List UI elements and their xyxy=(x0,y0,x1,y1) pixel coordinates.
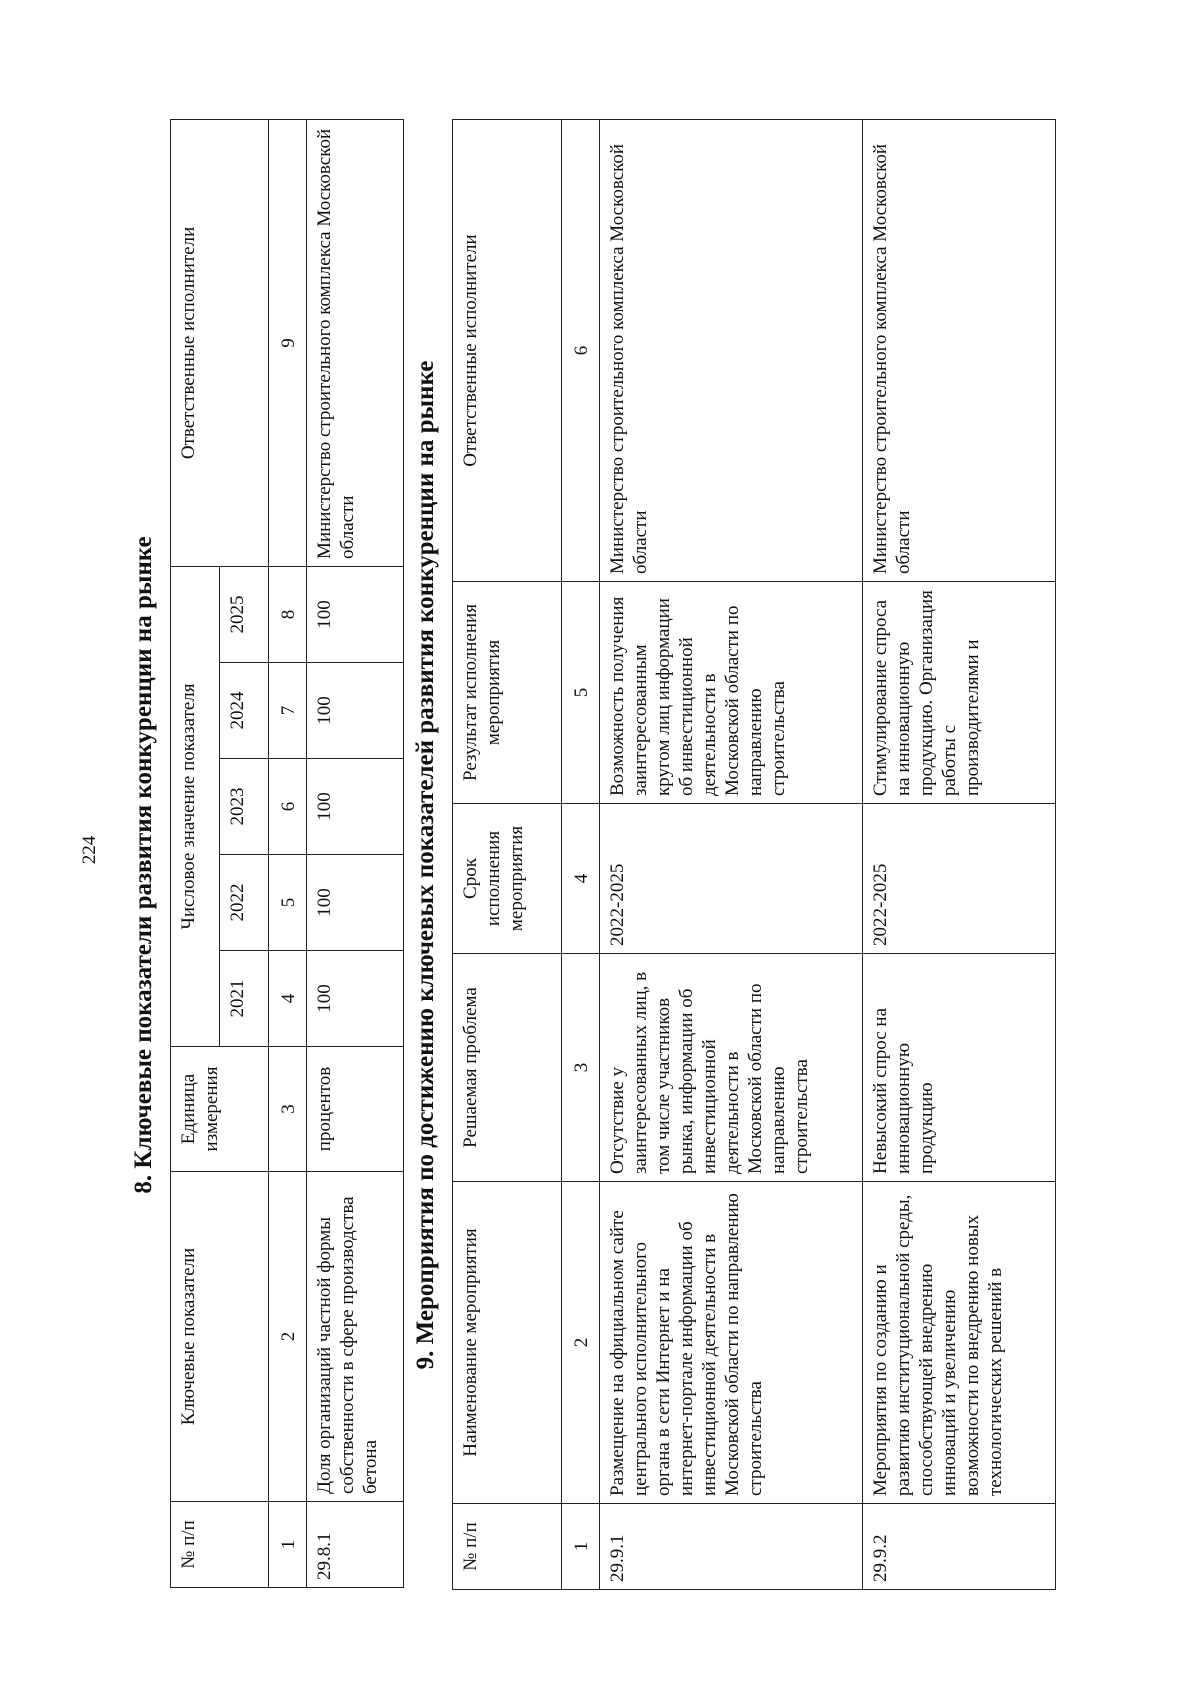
column-number: 1 xyxy=(562,1504,600,1590)
header-name: Наименование мероприятия xyxy=(453,1182,562,1504)
row-number: 29.9.1 xyxy=(600,1504,863,1590)
header-no: № п/п xyxy=(171,1502,269,1588)
header-year: 2025 xyxy=(220,566,269,662)
column-number: 9 xyxy=(269,119,307,566)
column-number: 8 xyxy=(269,566,307,662)
column-number: 1 xyxy=(269,1502,307,1588)
responsible: Министерство строительного комплекса Московской области xyxy=(863,120,1056,582)
header-numeric-value: Числовое значение показателя xyxy=(171,566,220,1046)
page-number: 224 xyxy=(79,835,100,865)
result: Возможность получения заинтересованным кругом лиц информации об инвестиционной деятельности в Московской области по направлению строительства xyxy=(600,582,863,804)
indicator-name: Доля организаций частной формы собственности в сфере производства бетона xyxy=(307,1172,404,1502)
header-result: Результат исполнения мероприятия xyxy=(453,582,562,804)
measure-name: Размещение на официальном сайте центрального исполнительного органа в сети Интернет и на интернет-портале информации об инвестиционной деятельности в Московской области по направлению строительства xyxy=(600,1182,863,1504)
value-2022: 100 xyxy=(307,855,404,951)
header-year: 2023 xyxy=(220,759,269,855)
key-indicators-table xyxy=(170,119,404,1588)
column-number: 4 xyxy=(269,951,307,1047)
column-number: 4 xyxy=(562,804,600,954)
column-number: 6 xyxy=(562,120,600,582)
section-8 xyxy=(118,100,404,1630)
header-responsible: Ответственные исполнители xyxy=(171,119,269,566)
header-responsible: Ответственные исполнители xyxy=(453,120,562,582)
column-number: 5 xyxy=(269,855,307,951)
table-row xyxy=(600,120,863,1590)
column-number: 5 xyxy=(562,582,600,804)
responsible: Министерство строительного комплекса Московской области xyxy=(307,119,404,566)
row-number: 29.8.1 xyxy=(307,1502,404,1588)
header-no: № п/п xyxy=(453,1504,562,1590)
problem: Невысокий спрос на инновационную продукцию xyxy=(863,954,1056,1182)
value-2024: 100 xyxy=(307,663,404,759)
header-unit: Единица измерения xyxy=(171,1047,269,1172)
header-year: 2024 xyxy=(220,663,269,759)
term: 2022-2025 xyxy=(863,804,1056,954)
header-year: 2022 xyxy=(220,855,269,951)
header-problem: Решаемая проблема xyxy=(453,954,562,1182)
column-number: 3 xyxy=(269,1047,307,1172)
table-header-row xyxy=(453,120,562,1590)
unit: процентов xyxy=(307,1047,404,1172)
header-year: 2021 xyxy=(220,951,269,1047)
measures-table xyxy=(452,119,1056,1590)
section-8-title: 8. Ключевые показатели развития конкуренции на рынке xyxy=(130,536,157,1194)
section-9 xyxy=(400,100,1056,1630)
column-number: 2 xyxy=(269,1172,307,1502)
section-9-title: 9. Мероприятия по достижению ключевых показателей развития конкуренции на рынке xyxy=(412,360,439,1370)
measure-name: Мероприятия по созданию и развитию институциональной среды, способствующей внедрению инноваций и увеличению возможности по внедрению новых технологических решений в xyxy=(863,1182,1056,1504)
column-number: 3 xyxy=(562,954,600,1182)
column-number-row xyxy=(269,119,307,1587)
value-2021: 100 xyxy=(307,951,404,1047)
term: 2022-2025 xyxy=(600,804,863,954)
problem: Отсутствие у заинтересованных лиц, в том числе участников рынка, информации об инвестиционной деятельности в Московской области по направлению строительства xyxy=(600,954,863,1182)
column-number: 2 xyxy=(562,1182,600,1504)
table-row xyxy=(863,120,1056,1590)
table-row xyxy=(307,119,404,1587)
responsible: Министерство строительного комплекса Московской области xyxy=(600,120,863,582)
table-header-row xyxy=(171,119,220,1587)
row-number: 29.9.2 xyxy=(863,1504,1056,1590)
column-number: 6 xyxy=(269,759,307,855)
column-number: 7 xyxy=(269,663,307,759)
result: Стимулирование спроса на инновационную продукцию. Организация работы с производителями и xyxy=(863,582,1056,804)
value-2023: 100 xyxy=(307,759,404,855)
header-indicator: Ключевые показатели xyxy=(171,1172,269,1502)
header-term: Срок исполнения мероприятия xyxy=(453,804,562,954)
value-2025: 100 xyxy=(307,566,404,662)
column-number-row xyxy=(562,120,600,1590)
